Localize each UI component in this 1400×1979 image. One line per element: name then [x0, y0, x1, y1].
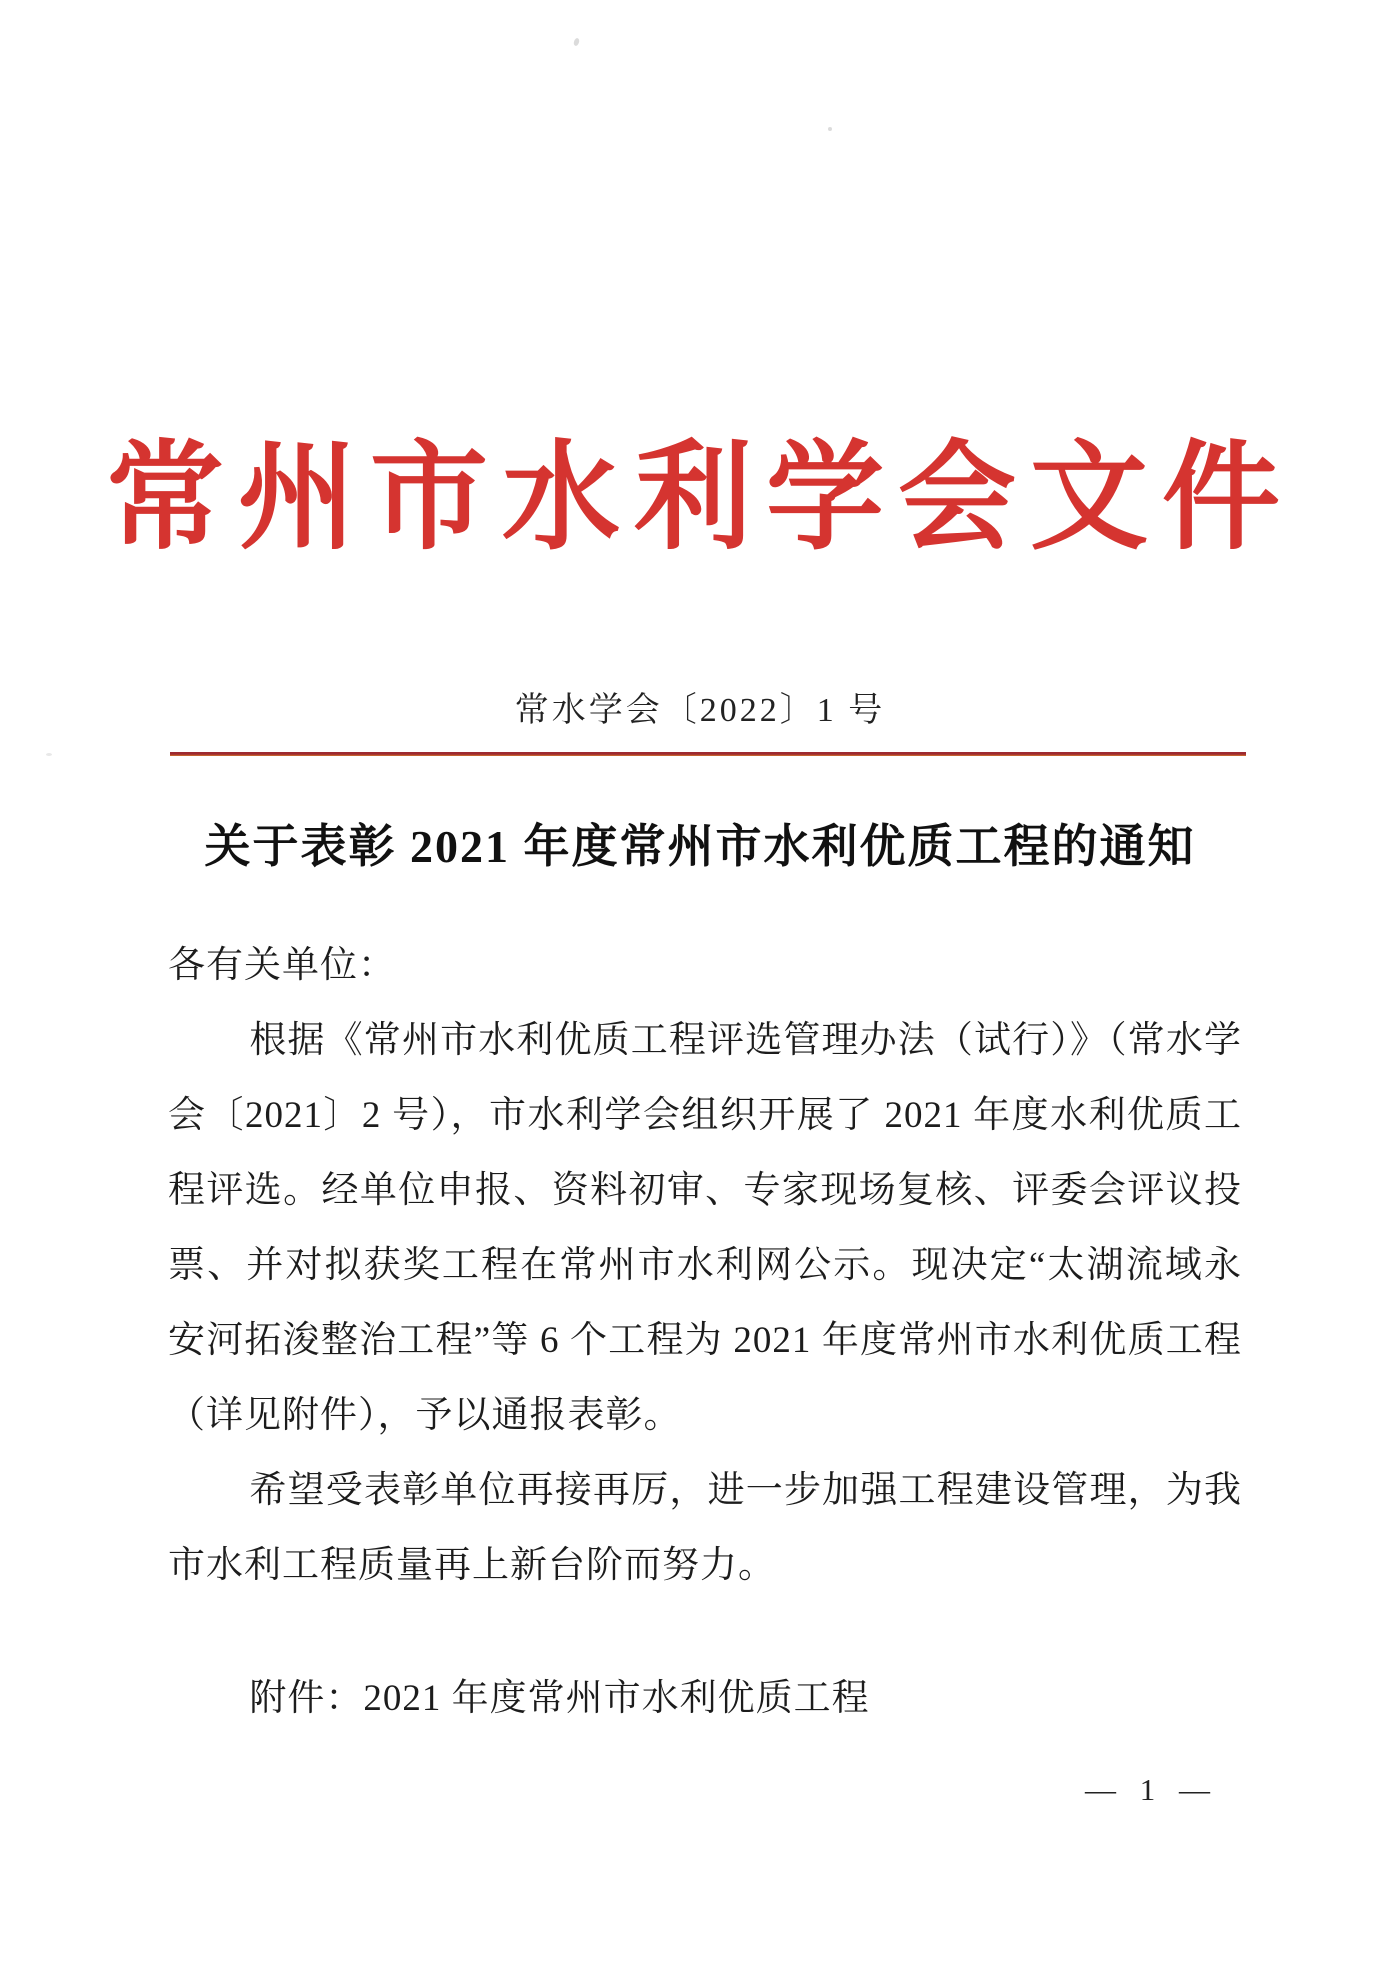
scan-artifact	[573, 37, 580, 46]
body-paragraph: 希望受表彰单位再接再厉，进一步加强工程建设管理，为我市水利工程质量再上新台阶而努力。	[168, 1470, 1242, 1586]
salutation: 各有关单位：	[168, 945, 396, 986]
attachment-line: 附件：2021 年度常州市水利优质工程	[249, 1678, 870, 1719]
scan-artifact	[46, 753, 52, 756]
page-number: — 1 —	[1085, 1772, 1218, 1807]
doc-number: 常水学会〔2022〕1 号	[514, 692, 886, 729]
document-title: 关于表彰 2021 年度常州市水利优质工程的通知	[204, 821, 1196, 872]
red-divider-line	[170, 752, 1246, 756]
scan-artifact	[828, 127, 832, 131]
document-body	[168, 928, 1242, 1736]
org-title: 常州市水利学会文件	[105, 427, 1294, 566]
body-paragraph: 根据《常州市水利优质工程评选管理办法（试行）》（常水学会〔2021〕2 号），市水利学会组织开展了 2021 年度水利优质工程评选。经单位申报、资料初审、专家现场复核、评委会评议投票、并对拟获奖工程在常州市水利网公示。现决定“太湖流域永安河拓浚整治工程”等 6 个工程为 2021 年度常州市水利优质工程（详见附件），予以通报表彰。	[168, 1020, 1242, 1436]
